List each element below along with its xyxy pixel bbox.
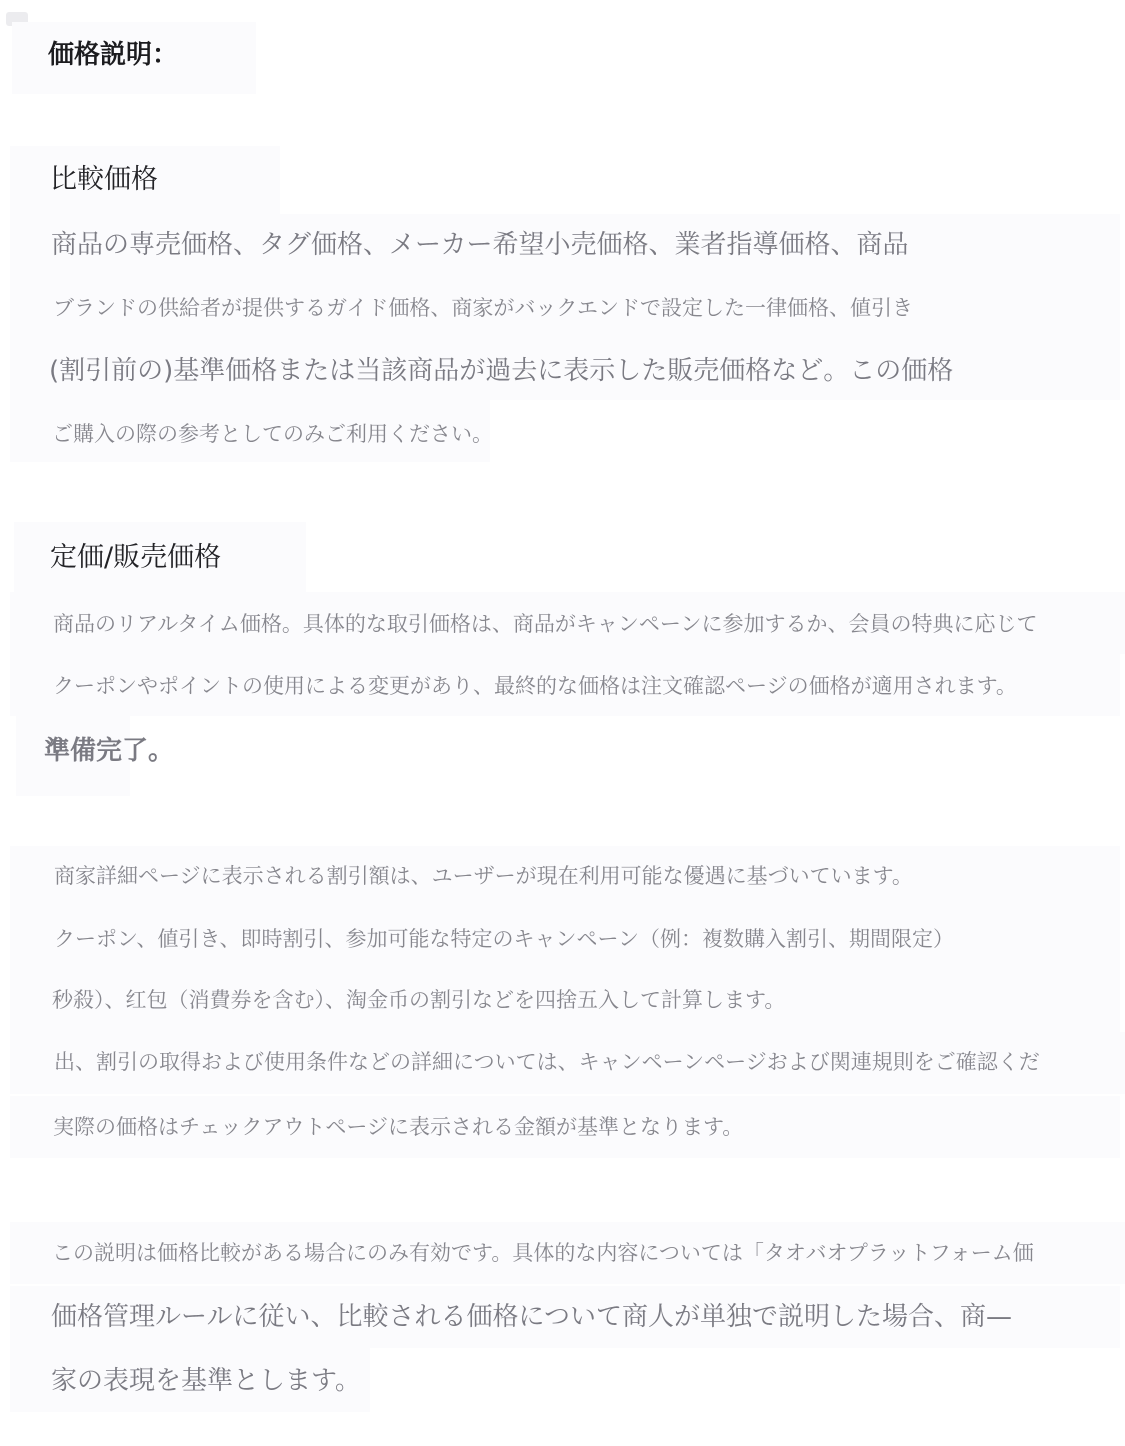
- footer-line-2: 価格管理ルールに従い、比較される価格について商人が単独で説明した場合、商—: [10, 1286, 1120, 1348]
- discount-line-5: 実際の価格はチェックアウトページに表示される金額が基準となります。: [10, 1096, 1120, 1158]
- discount-line-4: 出、割引の取得および使用条件などの詳細については、キャンペーンページおよび関連規則をご確認くだ: [10, 1032, 1125, 1094]
- list-price-line-2: クーポンやポイントの使用による変更があり、最終的な価格は注文確認ページの価格が適用されます。: [10, 654, 1120, 716]
- discount-line-1: 商家詳細ページに表示される割引額は、ユーザーが現在利用可能な優遇に基づいています。: [10, 846, 1120, 908]
- list-price-line-1: 商品のリアルタイム価格。具体的な取引価格は、商品がキャンペーンに参加するか、会員の特典に応じて: [10, 592, 1125, 654]
- comparison-price-line-3: (割引前の)基準価格または当該商品が過去に表示した販売価格など。この価格: [10, 338, 1120, 400]
- footer-line-3: 家の表現を基準とします。: [10, 1348, 370, 1412]
- discount-line-2: クーポン、値引き、即時割引、参加可能な特定のキャンペーン（例：複数購入割引、期間限定）: [10, 908, 1120, 970]
- comparison-price-heading: 比較価格: [10, 146, 280, 216]
- list-price-heading: 定価/販売価格: [14, 522, 306, 594]
- ready-note: 準備完了。: [16, 714, 130, 796]
- page-title: 価格説明：: [12, 22, 256, 94]
- discount-line-3: 秒殺）、红包（消費券を含む）、淘金币の割引などを四捨五入して計算します。: [10, 970, 1120, 1032]
- footer-line-1: この説明は価格比較がある場合にのみ有効です。具体的な内容については「タオバオプラットフォーム価: [10, 1222, 1125, 1284]
- comparison-price-line-4: ご購入の際の参考としてのみご利用ください。: [10, 400, 490, 462]
- comparison-price-line-2: ブランドの供給者が提供するガイド価格、商家がバックエンドで設定した一律価格、値引き: [10, 276, 1120, 338]
- comparison-price-line-1: 商品の専売価格、タグ価格、メーカー希望小売価格、業者指導価格、商品: [10, 214, 1120, 276]
